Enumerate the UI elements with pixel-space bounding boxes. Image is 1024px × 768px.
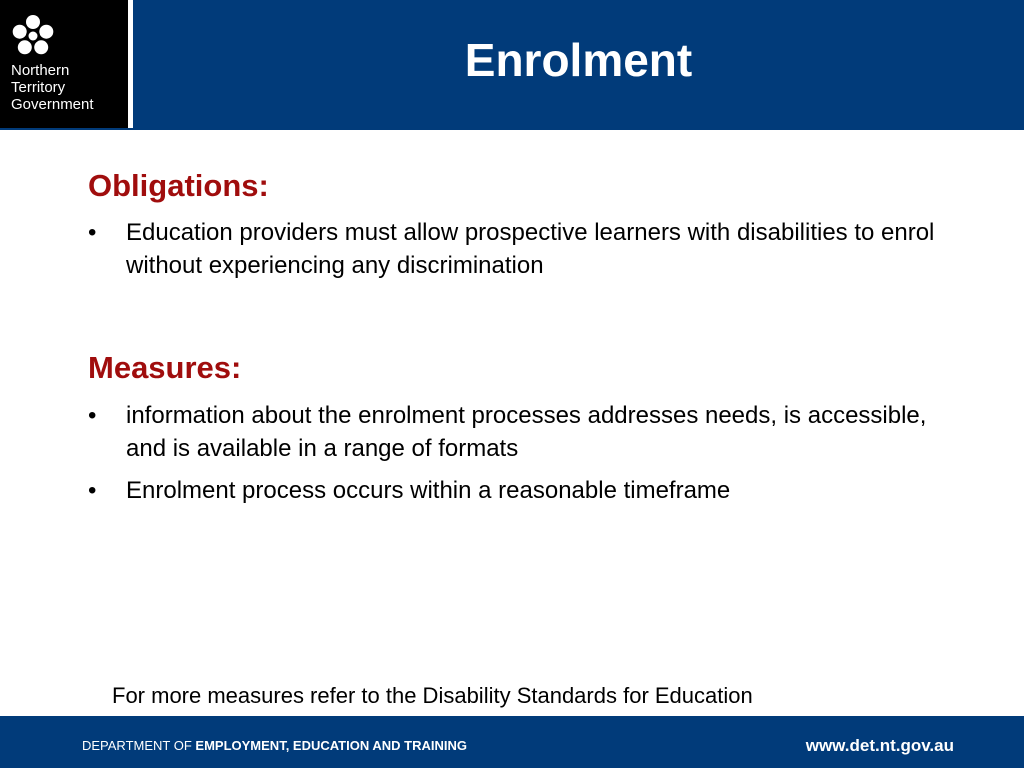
list-item bbox=[88, 474, 948, 507]
slide-header bbox=[0, 0, 1024, 130]
logo-line: Territory bbox=[11, 79, 66, 96]
nt-government-logo bbox=[0, 0, 128, 128]
obligations-heading: Obligations: bbox=[88, 168, 269, 203]
bullet-text: information about the enrolment processes addresses needs, is accessible, and is available in a range of formats bbox=[126, 402, 927, 462]
logo-wordmark bbox=[11, 62, 94, 113]
department-name bbox=[82, 738, 467, 754]
logo-line: Government bbox=[11, 96, 94, 113]
title-bar bbox=[133, 0, 1024, 128]
bullet-text: Education providers must allow prospective learners with disabilities to enrol without experiencing any discrimination bbox=[126, 219, 935, 279]
header-divider bbox=[0, 128, 1024, 130]
department-title: EMPLOYMENT, EDUCATION AND TRAINING bbox=[195, 738, 467, 753]
list-item bbox=[88, 399, 948, 465]
bullet-marker: • bbox=[88, 477, 97, 504]
website-url: www.det.nt.gov.au bbox=[805, 736, 954, 755]
department-prefix: DEPARTMENT OF bbox=[82, 738, 196, 753]
list-item bbox=[88, 216, 948, 282]
slide-footer bbox=[0, 716, 1024, 768]
bullet-text: Enrolment process occurs within a reasonable timeframe bbox=[126, 477, 731, 504]
logo-line: Northern bbox=[11, 62, 70, 79]
measures-heading: Measures: bbox=[88, 350, 242, 385]
bullet-marker: • bbox=[88, 219, 97, 246]
bullet-marker: • bbox=[88, 402, 97, 429]
slide-title: Enrolment bbox=[464, 34, 693, 86]
reference-note: For more measures refer to the Disability Standards for Education bbox=[112, 683, 753, 708]
flower-emblem-icon bbox=[11, 14, 55, 58]
